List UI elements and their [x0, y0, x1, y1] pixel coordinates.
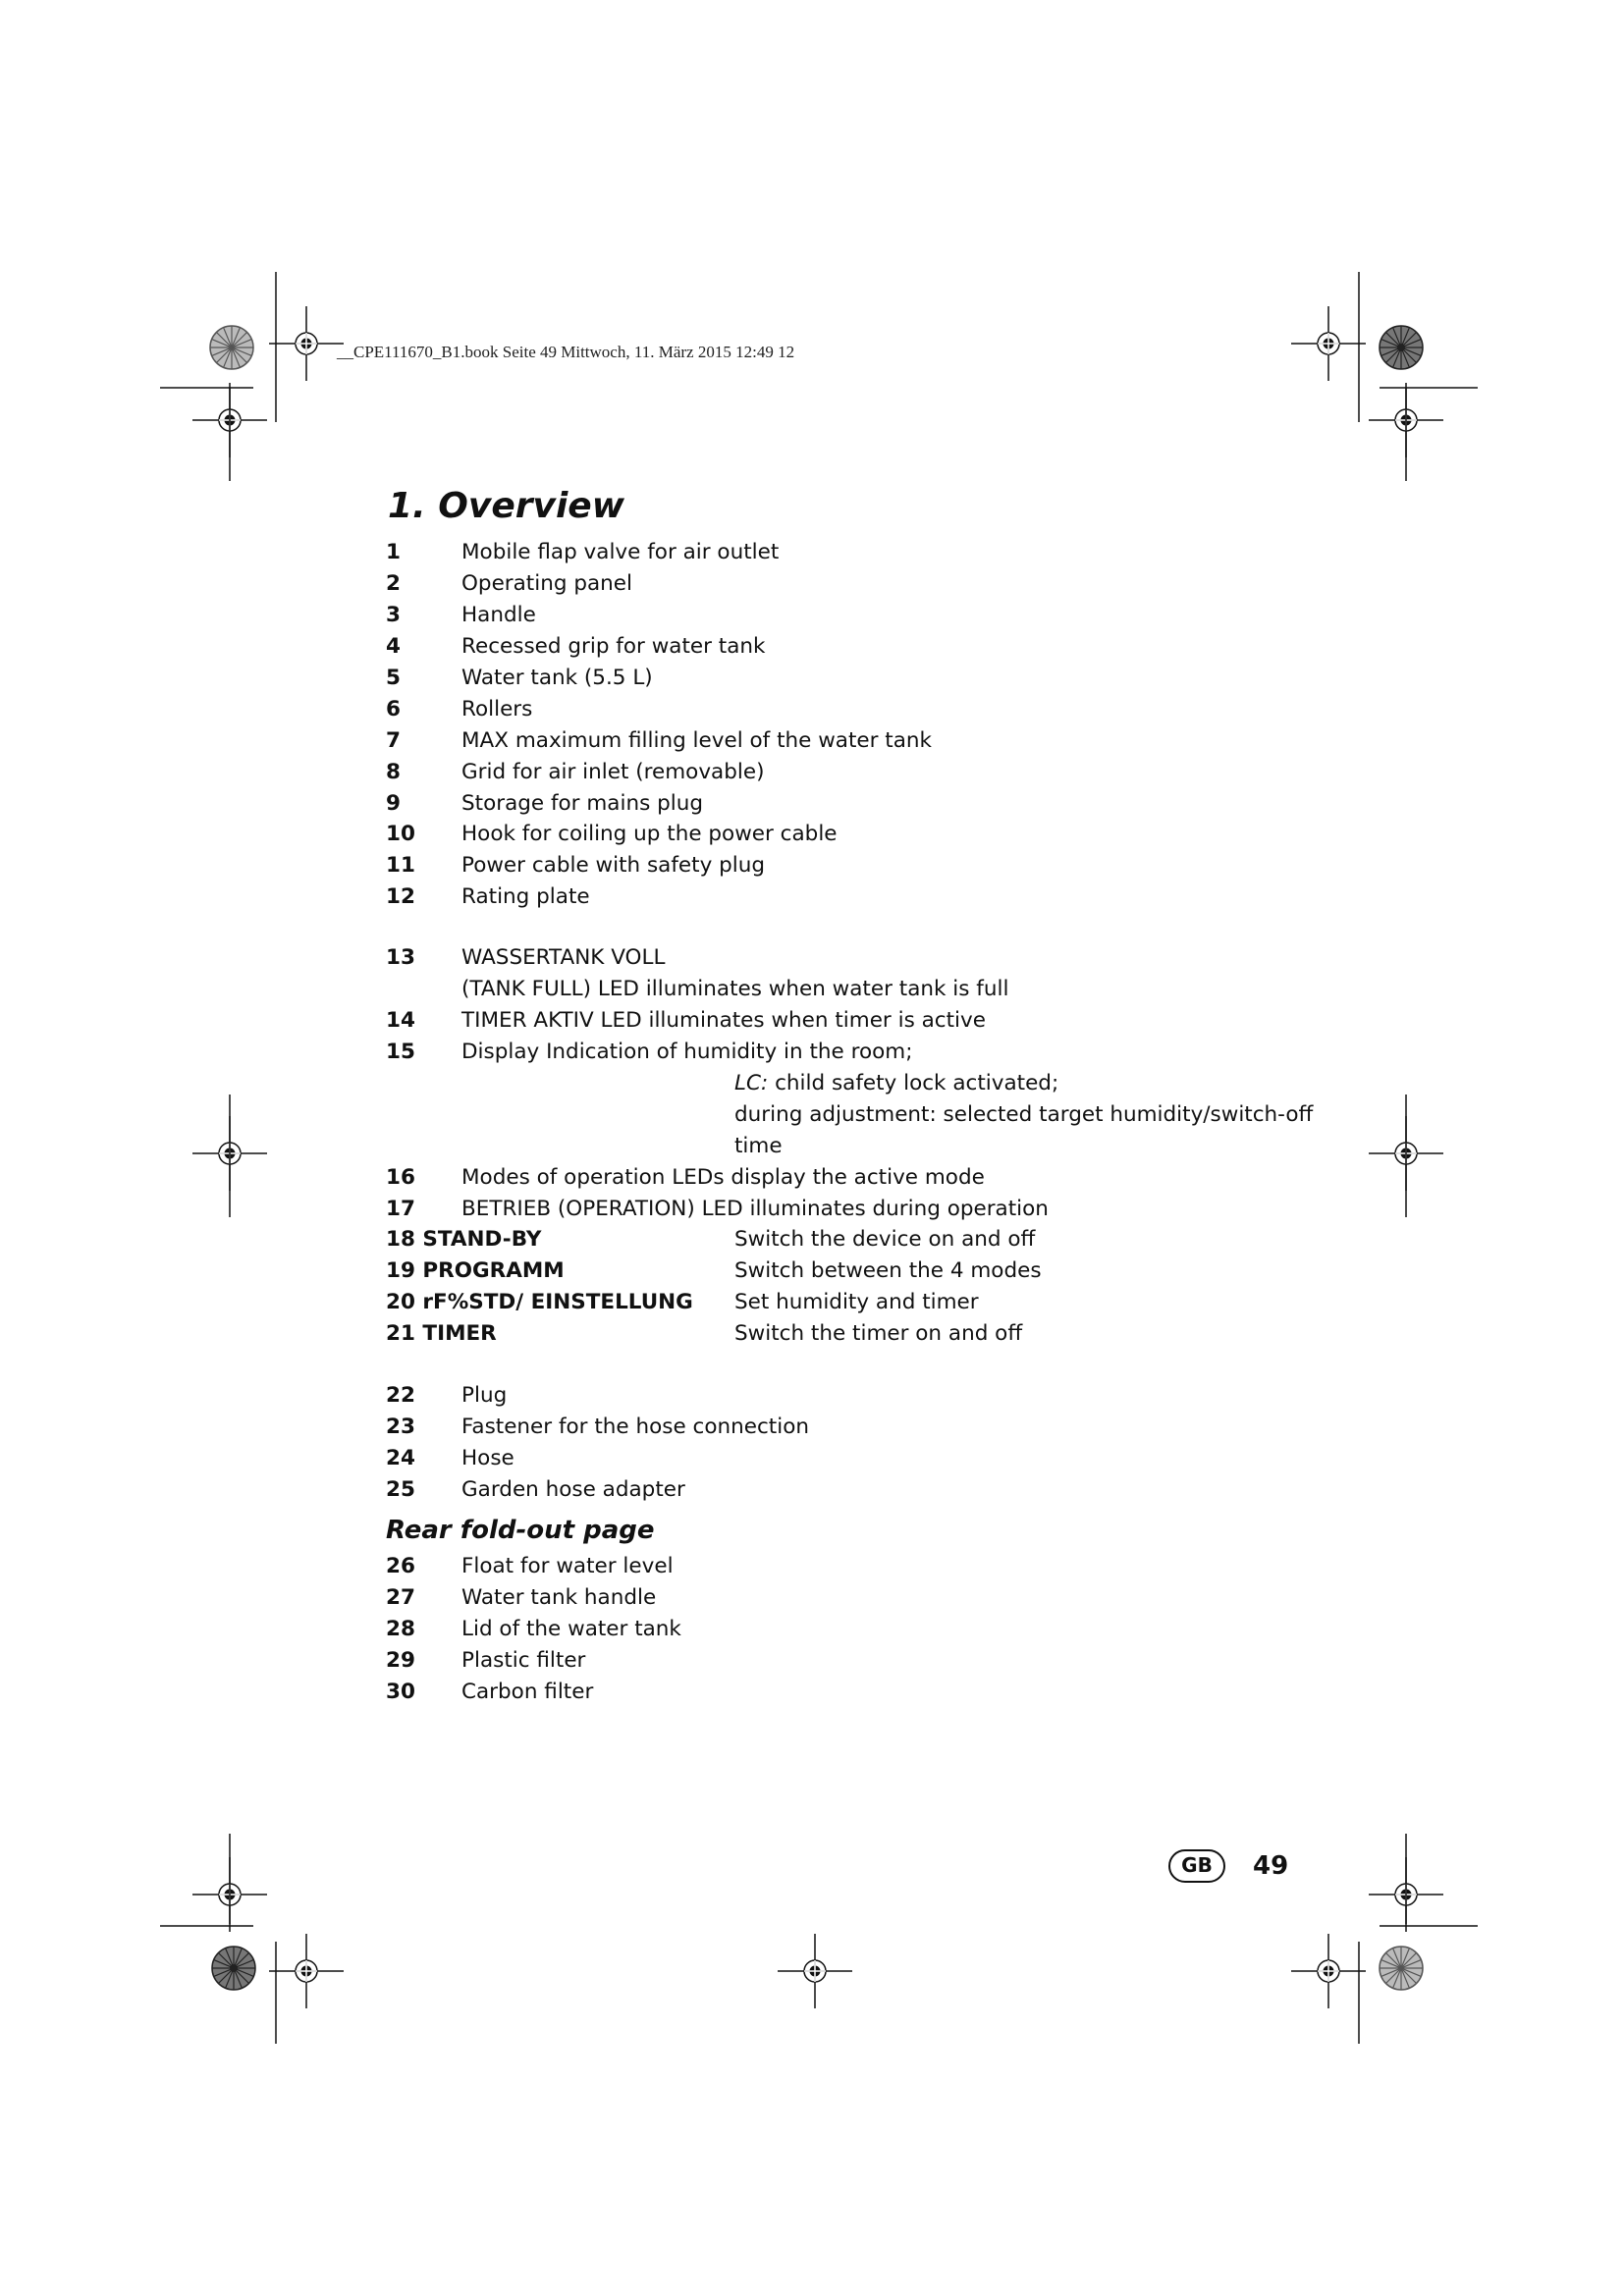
- list-item: [386, 568, 1299, 600]
- item-number: 29: [386, 1648, 415, 1673]
- list-item: [386, 1443, 1299, 1474]
- item-number: 2: [386, 571, 401, 596]
- list-item: [386, 1037, 1314, 1162]
- rear-foldout-heading: Rear fold-out page: [386, 1516, 655, 1545]
- item-number: 4: [386, 634, 401, 659]
- item-number: 16: [386, 1165, 415, 1190]
- item-text: Carbon filter: [461, 1680, 594, 1704]
- item-text: Grid for air inlet (removable): [461, 760, 765, 784]
- list-item: [386, 1005, 1299, 1037]
- item-text: BETRIEB (OPERATION) LED illuminates during operation: [461, 1197, 1049, 1221]
- item-number: 14: [386, 1008, 415, 1033]
- list-item: [386, 1551, 1299, 1582]
- item-number: 26: [386, 1554, 415, 1578]
- list-item: [386, 788, 1299, 820]
- item-text: Plug: [461, 1383, 508, 1408]
- list-item: [386, 725, 1299, 757]
- list-item: [386, 850, 1299, 881]
- list-item: [386, 1677, 1299, 1708]
- control-item: [386, 1224, 1299, 1255]
- control-text: Set humidity and timer: [734, 1290, 979, 1314]
- item-number: 11: [386, 853, 415, 878]
- list-item: [386, 1614, 1299, 1645]
- item-text: WASSERTANK VOLL: [461, 945, 666, 970]
- print-header: __CPE111670_B1.book Seite 49 Mittwoch, 11. März 2015 12:49 12: [337, 343, 795, 361]
- control-label: 19 PROGRAMM: [386, 1258, 565, 1283]
- item-text: Rollers: [461, 697, 533, 721]
- list-item: [386, 537, 1299, 568]
- item-number: 15: [386, 1040, 415, 1064]
- list-item: [386, 600, 1299, 631]
- adjustment-description-continued: time: [734, 1134, 783, 1158]
- control-text: Switch the device on and off: [734, 1227, 1036, 1252]
- item-number: 17: [386, 1197, 415, 1221]
- item-number: 7: [386, 728, 401, 753]
- item-text: Water tank (5.5 L): [461, 666, 653, 690]
- list-item: [386, 663, 1299, 694]
- control-label: 20 rF%STD/ EINSTELLUNG: [386, 1290, 693, 1314]
- list-item: [386, 631, 1299, 663]
- item-number: 22: [386, 1383, 415, 1408]
- lc-label: LC:: [734, 1071, 769, 1095]
- list-item: [386, 757, 1299, 788]
- item-text-continued: (TANK FULL) LED illuminates when water tank is full: [461, 977, 1009, 1001]
- item-number: 23: [386, 1415, 415, 1439]
- item-number: 12: [386, 884, 415, 909]
- list-item: [386, 694, 1299, 725]
- list-item: [386, 1412, 1299, 1443]
- lc-description: [734, 1068, 1058, 1099]
- item-number: 28: [386, 1617, 415, 1641]
- list-item: [386, 1645, 1299, 1677]
- item-text: Water tank handle: [461, 1585, 657, 1610]
- item-text: Mobile flap valve for air outlet: [461, 540, 780, 564]
- item-number: 3: [386, 603, 401, 627]
- item-text: TIMER AKTIV LED illuminates when timer is active: [461, 1008, 986, 1033]
- item-text: Modes of operation LEDs display the active mode: [461, 1165, 985, 1190]
- item-number: 30: [386, 1680, 415, 1704]
- item-text: Handle: [461, 603, 536, 627]
- list-item: [386, 1380, 1299, 1412]
- list-item: [386, 881, 1299, 913]
- item-text: Plastic filter: [461, 1648, 586, 1673]
- list-item: [386, 1194, 1299, 1225]
- item-number: 6: [386, 697, 401, 721]
- item-text: MAX maximum filling level of the water tank: [461, 728, 932, 753]
- item-text: Display Indication of humidity in the room;: [461, 1040, 913, 1064]
- item-text: Fastener for the hose connection: [461, 1415, 809, 1439]
- item-text: Operating panel: [461, 571, 632, 596]
- control-text: Switch between the 4 modes: [734, 1258, 1042, 1283]
- item-number: 1: [386, 540, 401, 564]
- control-item: [386, 1318, 1299, 1350]
- item-number: 27: [386, 1585, 415, 1610]
- list-item: [386, 1582, 1299, 1614]
- control-label: 21 TIMER: [386, 1321, 497, 1346]
- item-text: Hook for coiling up the power cable: [461, 822, 838, 846]
- item-text: Float for water level: [461, 1554, 674, 1578]
- item-text: Rating plate: [461, 884, 590, 909]
- item-number: 10: [386, 822, 415, 846]
- item-text: Power cable with safety plug: [461, 853, 766, 878]
- page-title: 1. Overview: [388, 486, 624, 526]
- language-badge: GB: [1168, 1849, 1225, 1883]
- item-text: Storage for mains plug: [461, 791, 704, 816]
- item-number: 5: [386, 666, 401, 690]
- adjustment-description: during adjustment: selected target humidity/switch-off: [734, 1102, 1314, 1127]
- item-number: 25: [386, 1477, 415, 1502]
- item-number: 24: [386, 1446, 415, 1470]
- item-number: 9: [386, 791, 401, 816]
- list-item: [386, 1474, 1299, 1506]
- control-item: [386, 1287, 1299, 1318]
- item-text: Garden hose adapter: [461, 1477, 685, 1502]
- list-item: [386, 819, 1299, 850]
- item-number: 13: [386, 945, 415, 970]
- control-label: 18 STAND-BY: [386, 1227, 542, 1252]
- page-number: 49: [1253, 1851, 1289, 1881]
- item-text: Lid of the water tank: [461, 1617, 681, 1641]
- lc-text: child safety lock activated;: [768, 1071, 1059, 1095]
- list-item: [386, 942, 1299, 1005]
- item-text: Hose: [461, 1446, 514, 1470]
- list-item: [386, 1162, 1299, 1194]
- item-number: 8: [386, 760, 401, 784]
- item-text: Recessed grip for water tank: [461, 634, 766, 659]
- control-text: Switch the timer on and off: [734, 1321, 1023, 1346]
- control-item: [386, 1255, 1299, 1287]
